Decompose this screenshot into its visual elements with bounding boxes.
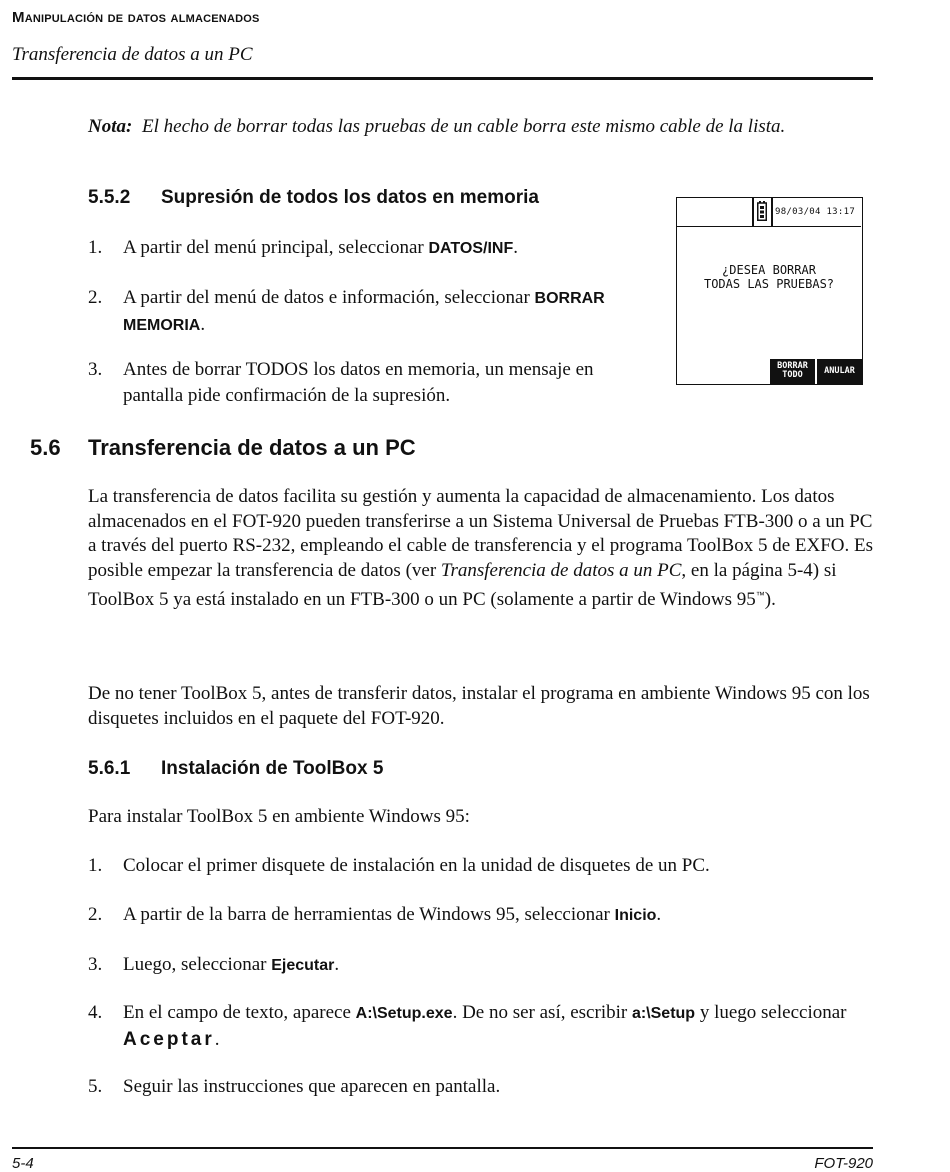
step-number: 5. [88, 1076, 103, 1097]
list-item [88, 952, 873, 979]
section-number: 5.6 [30, 435, 61, 460]
header-rule [12, 77, 873, 80]
step-number: 1. [88, 237, 103, 258]
step-text: A partir del menú principal, seleccionar DATOS/INF. [123, 237, 518, 258]
step-text: A partir de la barra de herramientas de Windows 95, seleccionar Inicio. [123, 904, 662, 925]
menu-keyword: Ejecutar [271, 957, 335, 974]
section-title: Instalación de ToolBox 5 [161, 758, 384, 779]
section-number: 5.6.1 [88, 758, 131, 779]
softkey-anular[interactable]: ANULAR [817, 359, 862, 384]
paragraph: Para instalar ToolBox 5 en ambiente Windows 95: [88, 806, 470, 827]
note-label: Nota: [88, 116, 133, 137]
step-text: En el campo de texto, aparece A:\Setup.exe. De no ser así, escribir a:\Setup y luego seleccionar Aceptar. [123, 1002, 847, 1050]
list-item [88, 235, 648, 262]
list-item [88, 902, 873, 929]
step-text: Luego, seleccionar Ejecutar. [123, 954, 340, 975]
trademark-symbol: ™ [755, 590, 765, 600]
product-name: FOT-920 [814, 1155, 873, 1172]
list-item [88, 1074, 873, 1100]
path-keyword: a:\Setup [631, 1005, 696, 1022]
step-text: Colocar el primer disquete de instalación en la unidad de disquetes de un PC. [123, 855, 710, 876]
section-number: 5.5.2 [88, 187, 131, 208]
note [88, 113, 878, 141]
section-5-5-2-heading [88, 187, 648, 211]
paragraph: La transferencia de datos facilita su gestión y aumenta la capacidad de almacenamiento. Los datos almacenados en el FOT-920 pueden transferirse a un Sistema Universal de Pruebas FTB-300 o a un PC a través del puerto RS-232, empleando el cable de transferencia y el programa ToolBox 5 de EXFO. Es posible empezar la transferencia de datos (ver Transferencia de datos a un PC, en la página 5-4) si ToolBox 5 ya está instalado en un FTB-300 o un PC (solamente a partir de Windows 95™). [88, 486, 873, 610]
list-item [88, 285, 648, 339]
running-header-subsection: Transferencia de datos a un PC [12, 44, 253, 65]
footer-rule [12, 1147, 873, 1149]
device-date: 98/03/04 13:17 [775, 207, 856, 217]
status-divider [752, 198, 754, 226]
device-screen [676, 197, 863, 385]
device-prompt: ¿DESEA BORRAR TODAS LAS PRUEBAS? [703, 263, 835, 291]
note-text: El hecho de borrar todas las pruebas de un cable borra este mismo cable de la lista. [142, 116, 786, 137]
list-item [88, 1000, 848, 1053]
section-title: Supresión de todos los datos en memoria [161, 187, 539, 208]
device-status-bar [677, 198, 861, 227]
menu-keyword: BORRAR MEMORIA [123, 290, 605, 334]
menu-keyword: DATOS/INF [428, 240, 514, 257]
section-5-6-1-heading [88, 758, 648, 782]
softkey-borrar-todo[interactable]: BORRAR TODO [770, 359, 815, 384]
list-item [88, 357, 658, 409]
step-text: Antes de borrar TODOS los datos en memoria, un mensaje en pantalla pide confirmación de la supresión. [123, 359, 594, 406]
cross-reference: Transferencia de datos a un PC [440, 559, 682, 581]
list-item [88, 853, 873, 879]
step-number: 2. [88, 287, 103, 308]
menu-keyword: Inicio [614, 907, 657, 924]
step-number: 3. [88, 954, 103, 975]
step-number: 4. [88, 1002, 103, 1023]
step-text: Seguir las instrucciones que aparecen en pantalla. [123, 1076, 501, 1097]
running-header-section: Manipulación de datos almacenados [12, 9, 260, 26]
status-divider [771, 198, 773, 226]
button-keyword: Aceptar [123, 1029, 215, 1050]
section-5-6-heading [30, 435, 630, 463]
section-title: Transferencia de datos a un PC [88, 435, 416, 460]
device-softkeys [677, 359, 861, 384]
page-number: 5-4 [12, 1155, 34, 1172]
step-number: 1. [88, 855, 103, 876]
paragraph: De no tener ToolBox 5, antes de transferir datos, instalar el programa en ambiente Windows 95 con los disquetes incluidos en el paquete del FOT-920. [88, 683, 870, 729]
step-text: A partir del menú de datos e información, seleccionar BORRAR MEMORIA. [123, 287, 605, 335]
step-number: 2. [88, 904, 103, 925]
path-keyword: A:\Setup.exe [355, 1005, 453, 1022]
step-number: 3. [88, 359, 103, 380]
battery-icon [757, 201, 767, 221]
